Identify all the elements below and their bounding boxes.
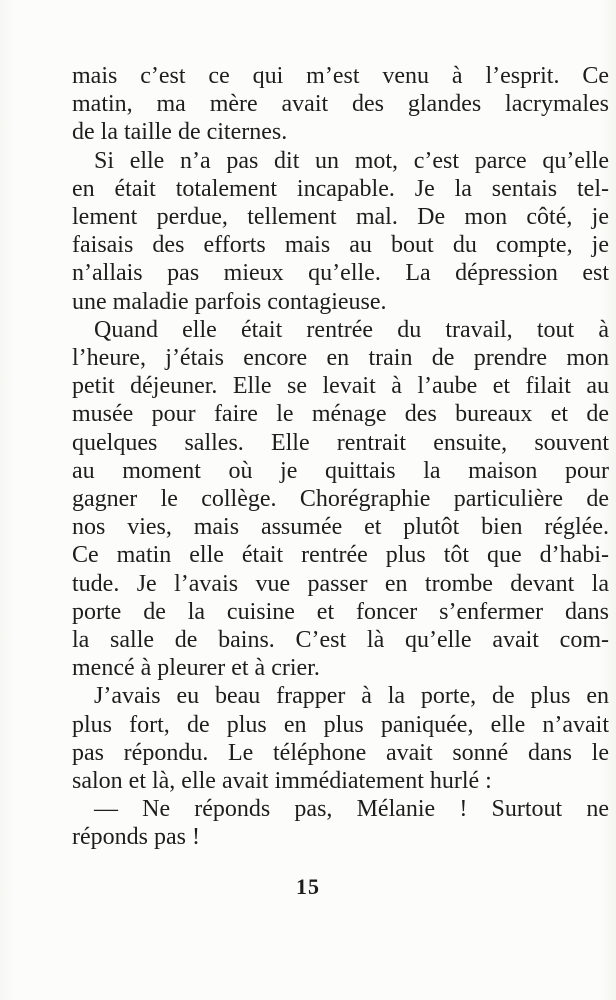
text-line: réponds pas ! bbox=[72, 824, 200, 851]
text-line: petit déjeuner. Elle se levait à l’aube et filait au bbox=[72, 373, 609, 400]
text-line: tude. Je l’avais vue passer en trombe devant la bbox=[72, 570, 609, 597]
text-line: en était totalement incapable. Je la sentais tel- bbox=[72, 175, 609, 202]
text-line: matin, ma mère avait des glandes lacrymales bbox=[72, 91, 609, 118]
text-line: salon et là, elle avait immédiatement hurlé : bbox=[72, 768, 492, 795]
body-text bbox=[72, 62, 609, 852]
text-line: nos vies, mais assumée et plutôt bien réglée. bbox=[72, 514, 609, 541]
text-line: Si elle n’a pas dit un mot, c’est parce qu’elle bbox=[94, 147, 609, 174]
text-line: pas répondu. Le téléphone avait sonné dans le bbox=[72, 739, 609, 766]
text-line: la salle de bains. C’est là qu’elle avait com- bbox=[72, 627, 609, 654]
text-line: mais c’est ce qui m’est venu à l’esprit. Ce bbox=[72, 63, 609, 89]
text-line: n’allais pas mieux qu’elle. La dépression est bbox=[72, 260, 609, 287]
text-line: lement perdue, tellement mal. De mon côté, je bbox=[72, 204, 609, 231]
text-line: — Ne réponds pas, Mélanie ! Surtout ne bbox=[94, 796, 609, 823]
text-line: mencé à pleurer et à crier. bbox=[72, 655, 320, 682]
text-line: J’avais eu beau frapper à la porte, de plus en bbox=[94, 683, 609, 710]
text-line: musée pour faire le ménage des bureaux et de bbox=[72, 401, 609, 428]
text-line: Ce matin elle était rentrée plus tôt que d’habi- bbox=[72, 542, 609, 569]
text-line: quelques salles. Elle rentrait ensuite, souvent bbox=[72, 429, 609, 456]
text-line: une maladie parfois contagieuse. bbox=[72, 288, 387, 315]
text-line: plus fort, de plus en plus paniquée, elle n’avait bbox=[72, 711, 609, 738]
text-line: gagner le collège. Chorégraphie particulière de bbox=[72, 486, 609, 513]
text-line: faisais des efforts mais au bout du compte, je bbox=[72, 232, 609, 259]
text-line: porte de la cuisine et foncer s’enfermer dans bbox=[72, 598, 609, 625]
page-number: 15 bbox=[296, 874, 320, 899]
text-line: l’heure, j’étais encore en train de prendre mon bbox=[72, 345, 609, 372]
text-line: de la taille de citernes. bbox=[72, 119, 288, 146]
text-line: Quand elle était rentrée du travail, tout à bbox=[94, 316, 609, 343]
text-line: au moment où je quittais la maison pour bbox=[72, 457, 609, 484]
